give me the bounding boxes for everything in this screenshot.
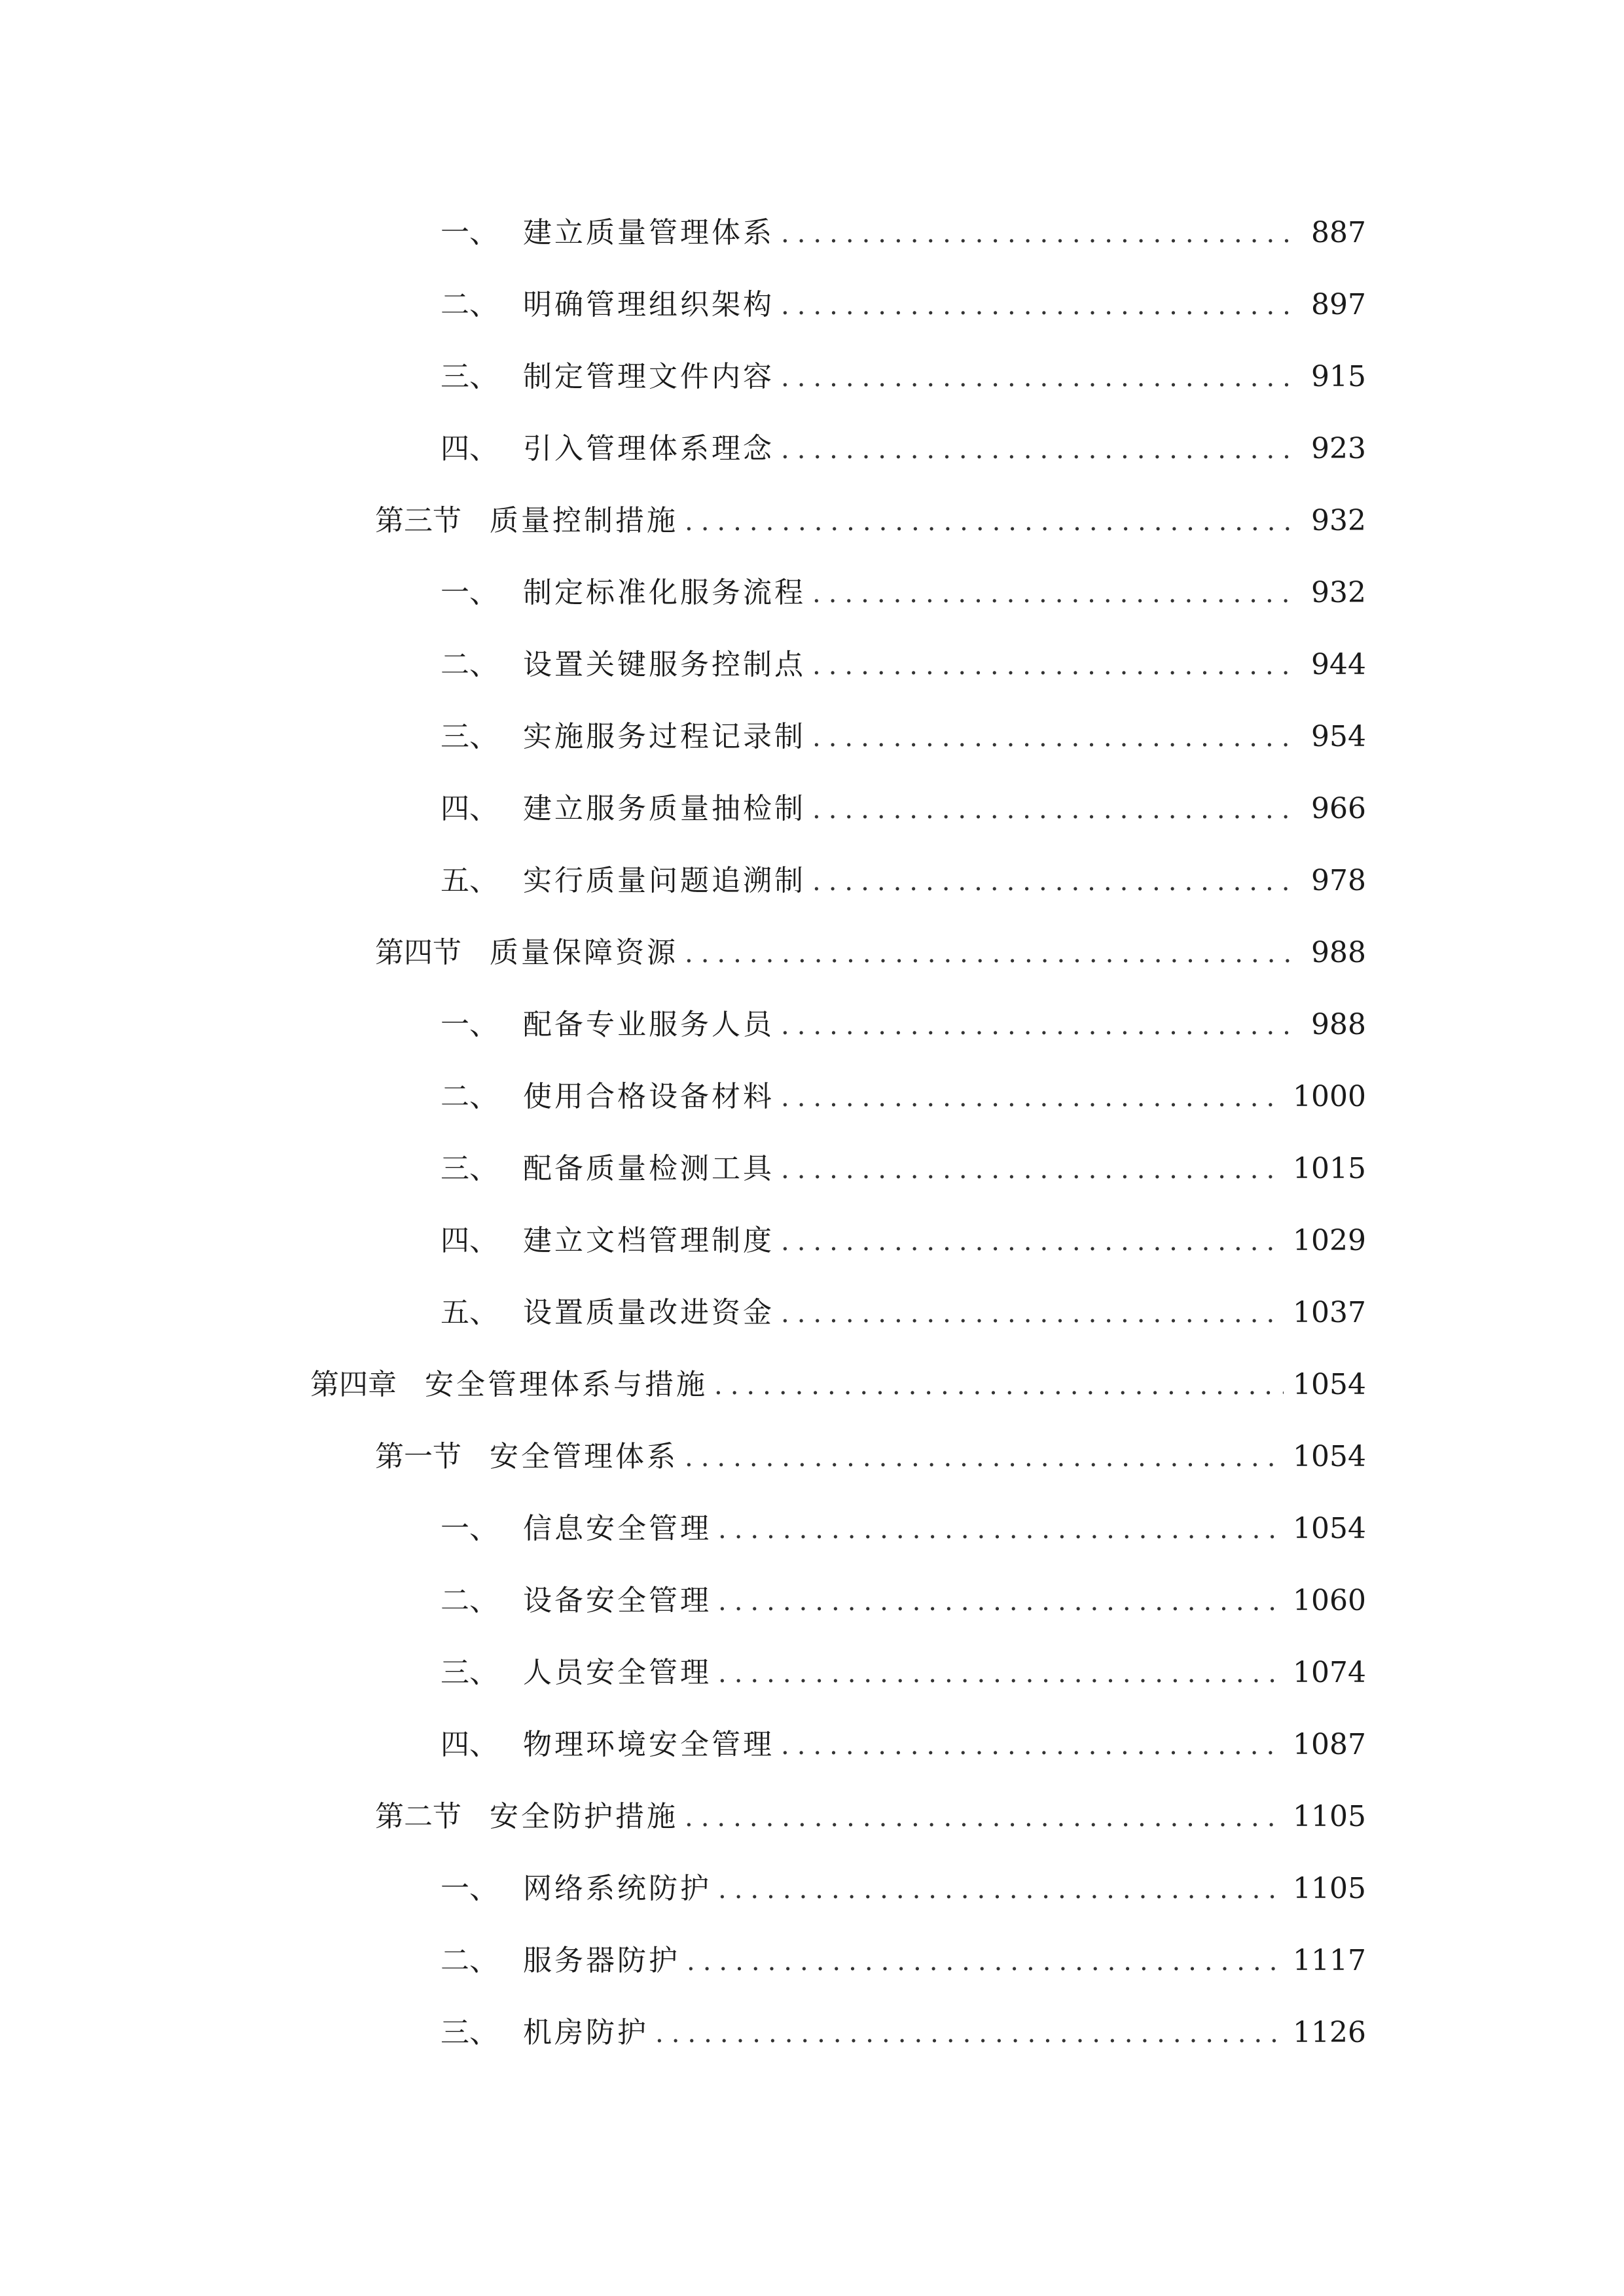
- toc-entry-number: 一、: [441, 1008, 498, 1041]
- toc-entry-title: 明确管理组织架构: [523, 288, 774, 321]
- toc-entry-number: 二、: [441, 648, 498, 681]
- toc-entry-page-number: 1126: [1293, 2016, 1366, 2049]
- toc-entry-number: 第三节: [375, 504, 461, 537]
- toc-entry-page-number: 1000: [1293, 1080, 1366, 1113]
- toc-entry-title: 实施服务过程记录制: [523, 720, 806, 753]
- toc-entry-page-number: 988: [1311, 936, 1366, 969]
- toc-entry-page-number: 966: [1311, 792, 1366, 825]
- toc-entry-number: 四、: [441, 792, 498, 825]
- toc-entry-number: 三、: [441, 1152, 498, 1185]
- toc-entry-title: 设置质量改进资金: [523, 1296, 774, 1329]
- toc-entry-page-number: 1074: [1293, 1656, 1366, 1689]
- toc-entry-page-number: 932: [1311, 576, 1366, 609]
- toc-entry-page-number: 1054: [1293, 1512, 1366, 1545]
- toc-dot-leader: [781, 1206, 1284, 1278]
- toc-dot-leader: [812, 774, 1294, 846]
- toc-entry[interactable]: [0, 1061, 1624, 1133]
- toc-entry-title: 建立质量管理体系: [523, 216, 774, 249]
- toc-entry[interactable]: [0, 1709, 1624, 1781]
- toc-entry-number: 三、: [441, 360, 498, 393]
- toc-dot-leader: [781, 1062, 1284, 1134]
- toc-dot-leader: [781, 198, 1294, 270]
- toc-entry[interactable]: [0, 557, 1624, 629]
- toc-dot-leader: [718, 1494, 1284, 1566]
- toc-entry-number: 一、: [441, 1512, 498, 1545]
- toc-entry[interactable]: [0, 1277, 1624, 1349]
- toc-entry[interactable]: [0, 1853, 1624, 1925]
- toc-entry-page-number: 954: [1311, 720, 1366, 753]
- toc-entry-page-number: 988: [1311, 1008, 1366, 1041]
- toc-dot-leader: [685, 486, 1294, 558]
- toc-entry-title: 建立文档管理制度: [523, 1224, 774, 1257]
- toc-entry-number: 三、: [441, 2016, 498, 2049]
- toc-entry-title: 质量控制措施: [490, 504, 678, 537]
- toc-entry-page-number: 887: [1311, 216, 1366, 249]
- toc-entry[interactable]: [0, 1565, 1624, 1637]
- toc-entry[interactable]: [0, 1133, 1624, 1205]
- toc-dot-leader: [685, 1782, 1284, 1854]
- toc-entry-number: 二、: [441, 1584, 498, 1617]
- toc-entry-title: 人员安全管理: [523, 1656, 712, 1689]
- toc-entry[interactable]: [0, 845, 1624, 917]
- toc-entry-title: 安全防护措施: [490, 1800, 678, 1833]
- toc-entry-number: 二、: [441, 1944, 498, 1977]
- table-of-contents: [0, 197, 1624, 2069]
- toc-entry[interactable]: [0, 1205, 1624, 1277]
- toc-entry-title: 建立服务质量抽检制: [523, 792, 806, 825]
- toc-entry[interactable]: [0, 917, 1624, 989]
- toc-entry[interactable]: [0, 485, 1624, 557]
- toc-entry[interactable]: [0, 1637, 1624, 1709]
- toc-entry-page-number: 1060: [1293, 1584, 1366, 1617]
- toc-entry-page-number: 1029: [1293, 1224, 1366, 1257]
- toc-dot-leader: [812, 846, 1294, 918]
- toc-entry[interactable]: [0, 701, 1624, 773]
- toc-dot-leader: [781, 1278, 1284, 1350]
- toc-entry-title: 引入管理体系理念: [523, 432, 774, 465]
- toc-entry-title: 质量保障资源: [490, 936, 678, 969]
- toc-entry-page-number: 944: [1311, 648, 1366, 681]
- toc-entry[interactable]: [0, 1493, 1624, 1565]
- toc-dot-leader: [781, 1134, 1284, 1206]
- toc-dot-leader: [781, 414, 1294, 486]
- toc-dot-leader: [718, 1638, 1284, 1710]
- toc-entry-title: 物理环境安全管理: [523, 1728, 774, 1761]
- toc-entry-number: 四、: [441, 432, 498, 465]
- toc-entry[interactable]: [0, 1421, 1624, 1493]
- toc-entry[interactable]: [0, 989, 1624, 1061]
- toc-entry[interactable]: [0, 629, 1624, 701]
- toc-entry-title: 实行质量问题追溯制: [523, 864, 806, 897]
- toc-dot-leader: [718, 1854, 1284, 1926]
- toc-entry-number: 四、: [441, 1728, 498, 1761]
- toc-entry-title: 机房防护: [523, 2016, 649, 2049]
- toc-entry-page-number: 1105: [1293, 1800, 1366, 1833]
- toc-entry-number: 第四节: [375, 936, 461, 969]
- toc-entry-title: 安全管理体系: [490, 1440, 678, 1473]
- toc-entry-page-number: 1037: [1293, 1296, 1366, 1329]
- toc-entry-title: 设置关键服务控制点: [523, 648, 806, 681]
- toc-entry-page-number: 978: [1311, 864, 1366, 897]
- toc-entry-number: 第二节: [375, 1800, 461, 1833]
- toc-dot-leader: [685, 918, 1294, 990]
- toc-entry-title: 配备质量检测工具: [523, 1152, 774, 1185]
- toc-entry-number: 五、: [441, 1296, 498, 1329]
- toc-entry-page-number: 923: [1311, 432, 1366, 465]
- toc-entry-title: 制定管理文件内容: [523, 360, 774, 393]
- toc-entry-page-number: 1015: [1293, 1152, 1366, 1185]
- toc-entry-number: 三、: [441, 720, 498, 753]
- toc-dot-leader: [812, 702, 1294, 774]
- toc-entry-number: 第一节: [375, 1440, 461, 1473]
- toc-entry-title: 制定标准化服务流程: [523, 576, 806, 609]
- toc-dot-leader: [781, 342, 1294, 414]
- toc-entry-number: 五、: [441, 864, 498, 897]
- toc-dot-leader: [685, 1422, 1284, 1494]
- toc-dot-leader: [812, 558, 1294, 630]
- toc-entry-title: 使用合格设备材料: [523, 1080, 774, 1113]
- toc-entry-number: 第四章: [310, 1368, 397, 1401]
- toc-dot-leader: [781, 270, 1294, 342]
- toc-entry-number: 一、: [441, 1872, 498, 1905]
- toc-entry-page-number: 1054: [1293, 1368, 1366, 1401]
- toc-entry-number: 一、: [441, 216, 498, 249]
- toc-entry[interactable]: [0, 1925, 1624, 1997]
- toc-entry-number: 四、: [441, 1224, 498, 1257]
- toc-dot-leader: [781, 990, 1294, 1062]
- toc-entry[interactable]: [0, 341, 1624, 413]
- toc-dot-leader: [812, 630, 1294, 702]
- toc-entry-title: 服务器防护: [523, 1944, 680, 1977]
- toc-entry[interactable]: [0, 1781, 1624, 1853]
- toc-entry-number: 二、: [441, 1080, 498, 1113]
- toc-entry-number: 一、: [441, 576, 498, 609]
- toc-dot-leader: [718, 1566, 1284, 1638]
- toc-entry-title: 信息安全管理: [523, 1512, 712, 1545]
- toc-entry-page-number: 915: [1311, 360, 1366, 393]
- toc-dot-leader: [655, 1998, 1284, 2070]
- toc-dot-leader: [714, 1350, 1284, 1422]
- toc-entry[interactable]: [0, 1997, 1624, 2069]
- toc-entry-page-number: 1087: [1293, 1728, 1366, 1761]
- toc-entry-number: 三、: [441, 1656, 498, 1689]
- toc-dot-leader: [781, 1710, 1284, 1782]
- toc-entry-title: 配备专业服务人员: [523, 1008, 774, 1041]
- toc-entry-number: 二、: [441, 288, 498, 321]
- toc-entry-page-number: 1054: [1293, 1440, 1366, 1473]
- toc-entry-title: 网络系统防护: [523, 1872, 712, 1905]
- toc-entry-page-number: 932: [1311, 504, 1366, 537]
- toc-entry[interactable]: [0, 773, 1624, 845]
- toc-entry-page-number: 897: [1311, 288, 1366, 321]
- toc-entry[interactable]: [0, 269, 1624, 341]
- toc-entry[interactable]: [0, 1349, 1624, 1421]
- toc-entry[interactable]: [0, 413, 1624, 485]
- toc-entry-page-number: 1117: [1293, 1944, 1366, 1977]
- toc-entry-title: 设备安全管理: [523, 1584, 712, 1617]
- toc-entry-page-number: 1105: [1293, 1872, 1366, 1905]
- toc-dot-leader: [687, 1926, 1284, 1998]
- toc-entry-title: 安全管理体系与措施: [425, 1368, 708, 1401]
- toc-entry[interactable]: [0, 197, 1624, 269]
